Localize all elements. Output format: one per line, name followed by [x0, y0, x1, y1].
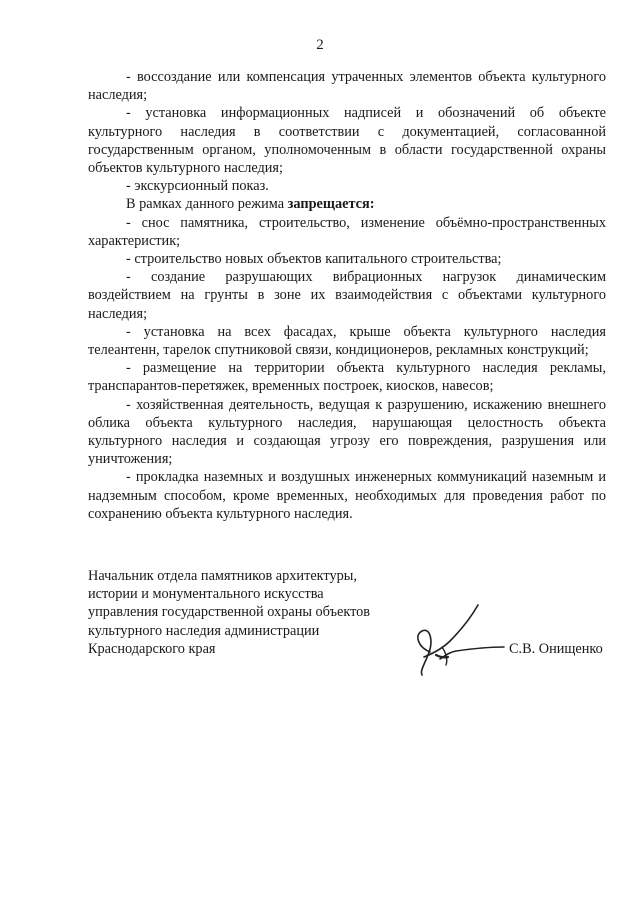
prohibition-intro [88, 195, 606, 213]
signatory-name: С.В. Онищенко [509, 641, 603, 657]
list-item: - установка на всех фасадах, крыше объекта культурного наследия телеантенн, тарелок спутниковой связи, кондиционеров, рекламных конструкций; [88, 323, 606, 359]
list-item: - прокладка наземных и воздушных инженерных коммуникаций наземным и надземным способом, кроме временных, необходимых для проведения работ по сохранению объекта культурного наследия. [88, 469, 606, 522]
prohibition-intro-text: В рамках данного режима [126, 196, 288, 213]
list-item: - экскурсионный показ. [126, 178, 269, 195]
handwritten-signature [400, 597, 510, 679]
signatory-position-line: истории и монументального искусства [88, 586, 324, 603]
prohibition-keyword: запрещается: [287, 196, 375, 213]
list-item: - строительство новых объектов капитального строительства; [126, 251, 502, 268]
list-item: - хозяйственная деятельность, ведущая к разрушению, искажению внешнего облика объекта культурного наследия, нарушающая целостность объекта культурного наследия и создающая угрозу его повреждения, разрушения или уничтожения; [88, 396, 606, 468]
signatory-position-line: управления государственной охраны объектов [88, 604, 371, 621]
list-item: - размещение на территории объекта культурного наследия рекламы, транспарантов-перетяжек, временных построек, киосков, навесов; [88, 360, 606, 395]
list-item: - снос памятника, строительство, изменение объёмно-пространственных характеристик; [88, 214, 606, 249]
signature-block [88, 567, 608, 687]
signatory-position-line: культурного наследия администрации [88, 622, 320, 639]
signatory-position-line: Начальник отдела памятников архитектуры, [88, 568, 357, 584]
list-item: - воссоздание или компенсация утраченных элементов объекта культурного наследия; [88, 69, 606, 104]
document-body [88, 68, 606, 523]
list-item: - установка информационных надписей и обозначений об объекте культурного наследия в соответствии с документацией, согласованной государственным органом, уполномоченным в области государственной охраны объектов культурного наследия; [88, 105, 606, 177]
page-number: 2 [316, 37, 324, 53]
list-item: - создание разрушающих вибрационных нагрузок динамическим воздействием на грунты в зоне их взаимодействия с объектами культурного наследия; [88, 269, 606, 322]
signatory-position-line: Краснодарского края [88, 640, 216, 657]
